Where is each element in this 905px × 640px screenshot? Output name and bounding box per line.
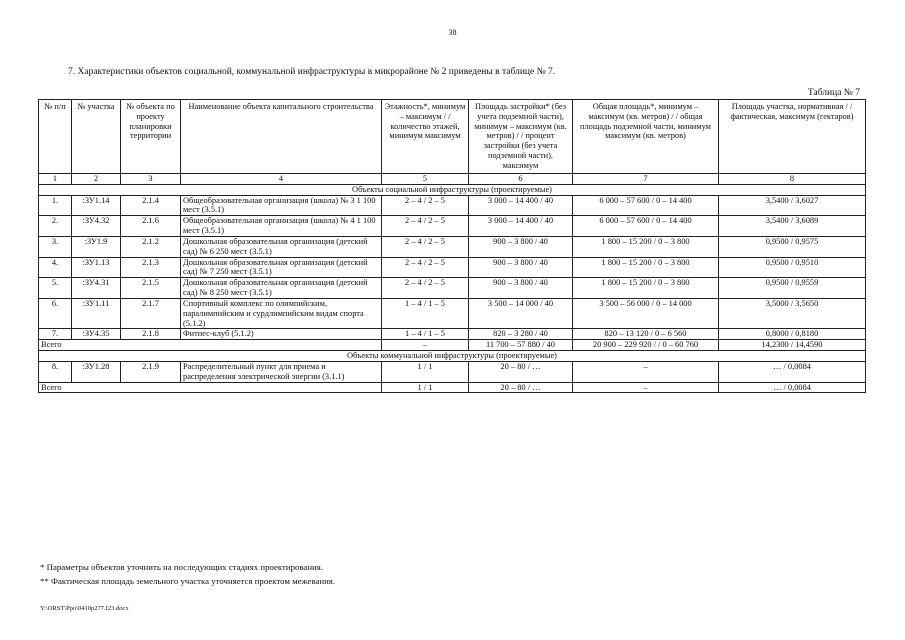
total-area-value: 6 000 – 57 600 / 0 – 14 400 xyxy=(573,216,719,237)
total-total-area: – xyxy=(573,382,719,393)
total-row xyxy=(39,340,866,351)
plot-area-value: … / 0,0084 xyxy=(719,361,866,382)
file-path: Y:\ORST\Ppo\0410p277.f23.docx xyxy=(40,605,129,612)
object-number: 2.1.3 xyxy=(121,257,181,278)
object-number: 2.1.9 xyxy=(121,361,181,382)
total-plot-area: … / 0,0084 xyxy=(719,382,866,393)
building-area-value: 20 – 80 / … xyxy=(469,361,573,382)
infrastructure-table xyxy=(38,99,866,393)
floors-value: 2 – 4 / 2 – 5 xyxy=(382,257,469,278)
total-building-area: 20 – 80 / … xyxy=(469,382,573,393)
column-number: 8 xyxy=(719,173,866,184)
plot-area-value: 3,5000 / 3,5650 xyxy=(719,298,866,328)
plot-number: :ЗУ4.32 xyxy=(72,216,121,237)
object-name: Дошкольная образовательная организация (детский сад) № 7 250 мест (3.5.1) xyxy=(181,257,382,278)
building-area-value: 3 000 – 14 400 / 40 xyxy=(469,216,573,237)
floors-value: 2 – 4 / 2 – 5 xyxy=(382,278,469,299)
header-cell: Наименование объекта капитального строительства xyxy=(181,100,382,174)
total-area-value: 1 800 – 15 200 / 0 – 3 800 xyxy=(573,278,719,299)
object-name: Распределительный пункт для приема и распределения электрической энергии (3.1.1) xyxy=(181,361,382,382)
plot-area-value: 3,5400 / 3,6089 xyxy=(719,216,866,237)
object-name: Дошкольная образовательная организация (детский сад) № 6 250 мест (3.5.1) xyxy=(181,236,382,257)
column-number: 4 xyxy=(181,173,382,184)
footnote-parameters: * Параметры объектов уточнить на последующих стадиях проектирования. xyxy=(40,562,323,572)
building-area-value: 3 500 – 14 000 / 40 xyxy=(469,298,573,328)
section-title-social: Объекты социальной инфраструктуры (проектируемые) xyxy=(39,184,866,195)
header-cell: Площадь участка, нормативная / / фактическая, максимум (гектаров) xyxy=(719,100,866,174)
total-label: Всего xyxy=(39,382,382,393)
section-title-row xyxy=(39,184,866,195)
header-cell: Этажность*, минимум – максимум / / количество этажей, минимум максимум xyxy=(382,100,469,174)
row-number: 4. xyxy=(39,257,72,278)
plot-number: :ЗУ1.28 xyxy=(72,361,121,382)
intro-paragraph: 7. Характеристики объектов социальной, коммунальной инфраструктуры в микрорайоне № 2 приведены в таблице № 7. xyxy=(68,67,556,77)
plot-number: :ЗУ4.35 xyxy=(72,329,121,340)
object-number: 2.1.7 xyxy=(121,298,181,328)
table-row xyxy=(39,298,866,328)
footnote-actual-area: ** Фактическая площадь земельного участка уточняется проектом межевания. xyxy=(40,576,336,586)
building-area-value: 3 000 – 14 400 / 40 xyxy=(469,195,573,216)
column-number: 6 xyxy=(469,173,573,184)
total-floors: 1 / 1 xyxy=(382,382,469,393)
building-area-value: 820 – 3 280 / 40 xyxy=(469,329,573,340)
header-cell: № участка xyxy=(72,100,121,174)
row-number: 7. xyxy=(39,329,72,340)
total-row xyxy=(39,382,866,393)
column-number: 7 xyxy=(573,173,719,184)
table-caption: Таблица № 7 xyxy=(807,88,860,98)
floors-value: 2 – 4 / 2 – 5 xyxy=(382,216,469,237)
floors-value: 1 – 4 / 1 – 5 xyxy=(382,298,469,328)
object-number: 2.1.5 xyxy=(121,278,181,299)
row-number: 2. xyxy=(39,216,72,237)
object-number: 2.1.2 xyxy=(121,236,181,257)
total-plot-area: 14,2300 / 14,4590 xyxy=(719,340,866,351)
total-total-area: 20 900 – 229 920 / / 0 – 60 760 xyxy=(573,340,719,351)
table-row xyxy=(39,278,866,299)
total-area-value: 1 800 – 15 200 / 0 – 3 800 xyxy=(573,257,719,278)
object-name: Общеобразовательная организация (школа) № 4 1 100 мест (3.5.1) xyxy=(181,216,382,237)
column-number: 2 xyxy=(72,173,121,184)
total-area-value: 1 800 – 15 200 / 0 – 3 800 xyxy=(573,236,719,257)
row-number: 3. xyxy=(39,236,72,257)
column-number-row xyxy=(39,173,866,184)
column-number: 3 xyxy=(121,173,181,184)
total-floors: – xyxy=(382,340,469,351)
row-number: 8. xyxy=(39,361,72,382)
object-name: Дошкольная образовательная организация (детский сад) № 8 250 мест (3.5.1) xyxy=(181,278,382,299)
total-building-area: 11 700 – 57 880 / 40 xyxy=(469,340,573,351)
plot-number: :ЗУ4.31 xyxy=(72,278,121,299)
row-number: 6. xyxy=(39,298,72,328)
plot-area-value: 0,9500 / 0,9559 xyxy=(719,278,866,299)
object-number: 2.1.8 xyxy=(121,329,181,340)
table-row xyxy=(39,216,866,237)
column-number: 1 xyxy=(39,173,72,184)
plot-area-value: 0,9500 / 0,9510 xyxy=(719,257,866,278)
plot-area-value: 0,8000 / 0,8180 xyxy=(719,329,866,340)
floors-value: 1 – 4 / 1 – 5 xyxy=(382,329,469,340)
plot-number: :ЗУ1.11 xyxy=(72,298,121,328)
row-number: 1. xyxy=(39,195,72,216)
plot-number: :ЗУ1.14 xyxy=(72,195,121,216)
header-cell: Общая площадь*, минимум – максимум (кв. метров) / / общая площадь подземной части, минимум максимум (кв. метров) xyxy=(573,100,719,174)
header-cell: Площадь застройки* (без учета подземной части), минимум – максимум (кв. метров) / / процент застройки (без учета подземной части), максимум xyxy=(469,100,573,174)
section-title-utility: Объекты коммунальной инфраструктуры (проектируемые) xyxy=(39,351,866,362)
table-row xyxy=(39,361,866,382)
total-area-value: 6 000 – 57 600 / 0 – 14 400 xyxy=(573,195,719,216)
page-number: 38 xyxy=(448,28,457,37)
total-area-value: 820 – 13 120 / 0 – 6 560 xyxy=(573,329,719,340)
section-title-row xyxy=(39,351,866,362)
table-row xyxy=(39,195,866,216)
floors-value: 1 / 1 xyxy=(382,361,469,382)
table-row xyxy=(39,236,866,257)
floors-value: 2 – 4 / 2 – 5 xyxy=(382,195,469,216)
building-area-value: 900 – 3 800 / 40 xyxy=(469,257,573,278)
building-area-value: 900 – 3 800 / 40 xyxy=(469,236,573,257)
total-label: Всего xyxy=(39,340,382,351)
object-number: 2.1.4 xyxy=(121,195,181,216)
building-area-value: 900 – 3 800 / 40 xyxy=(469,278,573,299)
floors-value: 2 – 4 / 2 – 5 xyxy=(382,236,469,257)
object-name: Фитнес-клуб (5.1.2) xyxy=(181,329,382,340)
plot-area-value: 0,9500 / 0,9575 xyxy=(719,236,866,257)
row-number: 5. xyxy=(39,278,72,299)
object-name: Общеобразовательная организация (школа) № 3 1 100 мест (3.5.1) xyxy=(181,195,382,216)
plot-number: :ЗУ1.13 xyxy=(72,257,121,278)
header-cell: № объекта по проекту планировки территории xyxy=(121,100,181,174)
column-number: 5 xyxy=(382,173,469,184)
header-cell: № п/п xyxy=(39,100,72,174)
total-area-value: – xyxy=(573,361,719,382)
plot-area-value: 3,5400 / 3,6027 xyxy=(719,195,866,216)
object-name: Спортивный комплекс по олимпийским, паралимпийским и сурдлимпийским видам спорта (5.1.2) xyxy=(181,298,382,328)
table-row xyxy=(39,329,866,340)
header-row xyxy=(39,100,866,174)
total-area-value: 3 500 – 56 000 / 0 – 14 000 xyxy=(573,298,719,328)
table-row xyxy=(39,257,866,278)
object-number: 2.1.6 xyxy=(121,216,181,237)
plot-number: :ЗУ1.9 xyxy=(72,236,121,257)
